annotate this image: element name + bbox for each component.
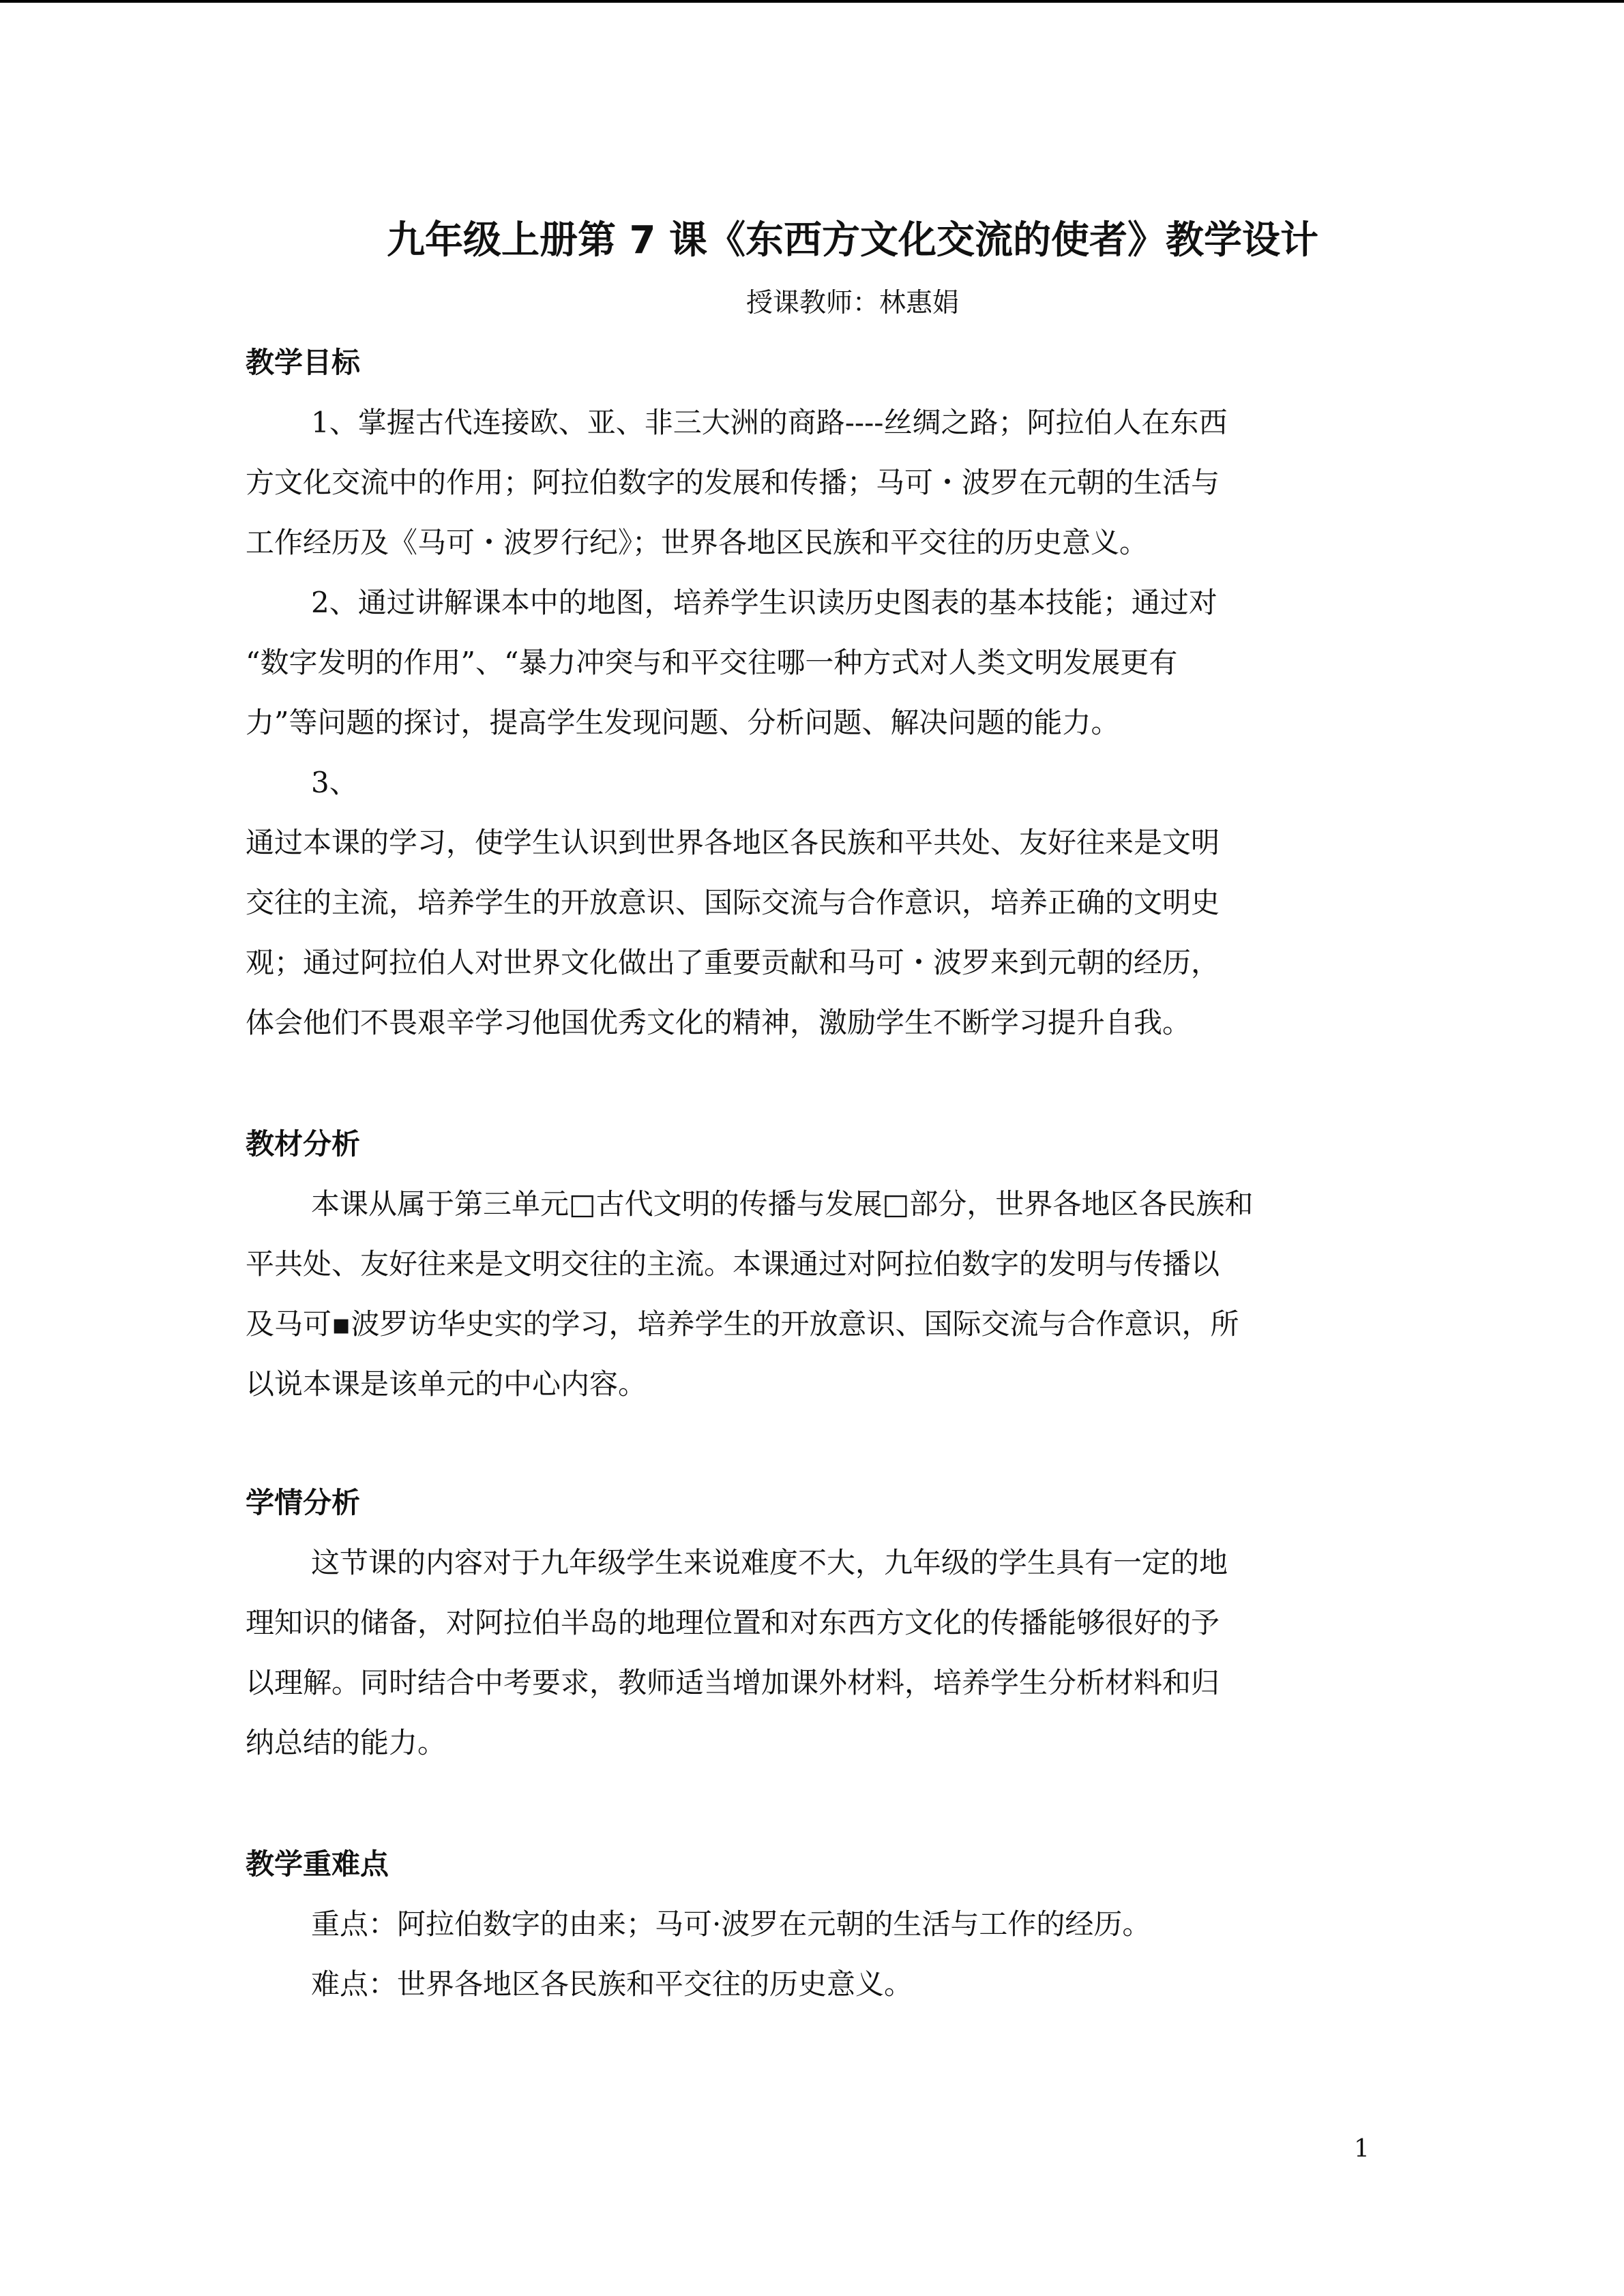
section-heading-materials: 教材分析 xyxy=(246,1127,361,1161)
text-line: 本课从属于第三单元□古代文明的传播与发展□部分，世界各地区各民族和 xyxy=(311,1187,1254,1221)
text-line: 理知识的储备，对阿拉伯半岛的地理位置和对东西方文化的传播能够很好的予 xyxy=(246,1606,1220,1639)
section-focus xyxy=(246,1834,1378,2014)
text-line: “数字发明的作用”、“暴力冲突与和平交往哪一种方式对人类文明发展更有 xyxy=(246,646,1178,679)
text-line: 通过本课的学习，使学生认识到世界各地区各民族和平共处、友好往来是文明 xyxy=(246,826,1220,859)
author-line: 授课教师：林惠娟 xyxy=(745,288,959,318)
text-line: 交往的主流，培养学生的开放意识、国际交流与合作意识，培养正确的文明史 xyxy=(246,886,1220,919)
objective-item-3 xyxy=(246,813,1378,1053)
page-number: 1 xyxy=(1354,2135,1370,2163)
objective-item-3-number: 3、 xyxy=(311,766,358,799)
text-line: 观；通过阿拉伯人对世界文化做出了重要贡献和马可・波罗来到元朝的经历， xyxy=(246,946,1220,979)
difficult-point: 难点：世界各地区各民族和平交往的历史意义。 xyxy=(311,1967,913,2001)
materials-paragraph xyxy=(246,1174,1378,1414)
text-line: 以说本课是该单元的中心内容。 xyxy=(246,1367,647,1401)
text-line: 这节课的内容对于九年级学生来说难度不大，九年级的学生具有一定的地 xyxy=(311,1546,1228,1579)
objective-item-2 xyxy=(246,573,1378,753)
section-heading-students: 学情分析 xyxy=(246,1486,361,1519)
objective-item-1 xyxy=(246,393,1378,573)
text-line: 纳总结的能力。 xyxy=(246,1726,447,1759)
text-line: 体会他们不畏艰辛学习他国优秀文化的精神，激励学生不断学习提升自我。 xyxy=(246,1006,1192,1039)
section-heading-focus: 教学重难点 xyxy=(246,1847,389,1881)
text-line: 及马可▪波罗访华史实的学习，培养学生的开放意识、国际交流与合作意识，所 xyxy=(246,1307,1239,1341)
text-line: 力”等问题的探讨，提高学生发现问题、分析问题、解决问题的能力。 xyxy=(246,706,1120,739)
students-paragraph xyxy=(246,1533,1378,1773)
text-line: 平共处、友好往来是文明交往的主流。本课通过对阿拉伯数字的发明与传播以 xyxy=(246,1247,1220,1281)
section-heading-objectives: 教学目标 xyxy=(246,346,361,379)
section-objectives xyxy=(246,333,1378,1053)
text-line: 工作经历及《马可・波罗行纪》；世界各地区民族和平交往的历史意义。 xyxy=(246,526,1149,559)
text-line: 以理解。同时结合中考要求，教师适当增加课外材料，培养学生分析材料和归 xyxy=(246,1666,1220,1699)
text-line: 1、掌握古代连接欧、亚、非三大洲的商路----丝绸之路；阿拉伯人在东西 xyxy=(311,406,1228,439)
text-line: 2、通过讲解课本中的地图，培养学生识读历史图表的基本技能；通过对 xyxy=(311,586,1217,619)
text-line: 方文化交流中的作用；阿拉伯数字的发展和传播；马可・波罗在元朝的生活与 xyxy=(246,466,1220,499)
section-students xyxy=(246,1473,1378,1773)
document-title: 九年级上册第 7 课《东西方文化交流的使者》教学设计 xyxy=(387,218,1318,263)
key-point: 重点：阿拉伯数字的由来；马可·波罗在元朝的生活与工作的经历。 xyxy=(311,1907,1151,1941)
section-materials xyxy=(246,1114,1378,1414)
